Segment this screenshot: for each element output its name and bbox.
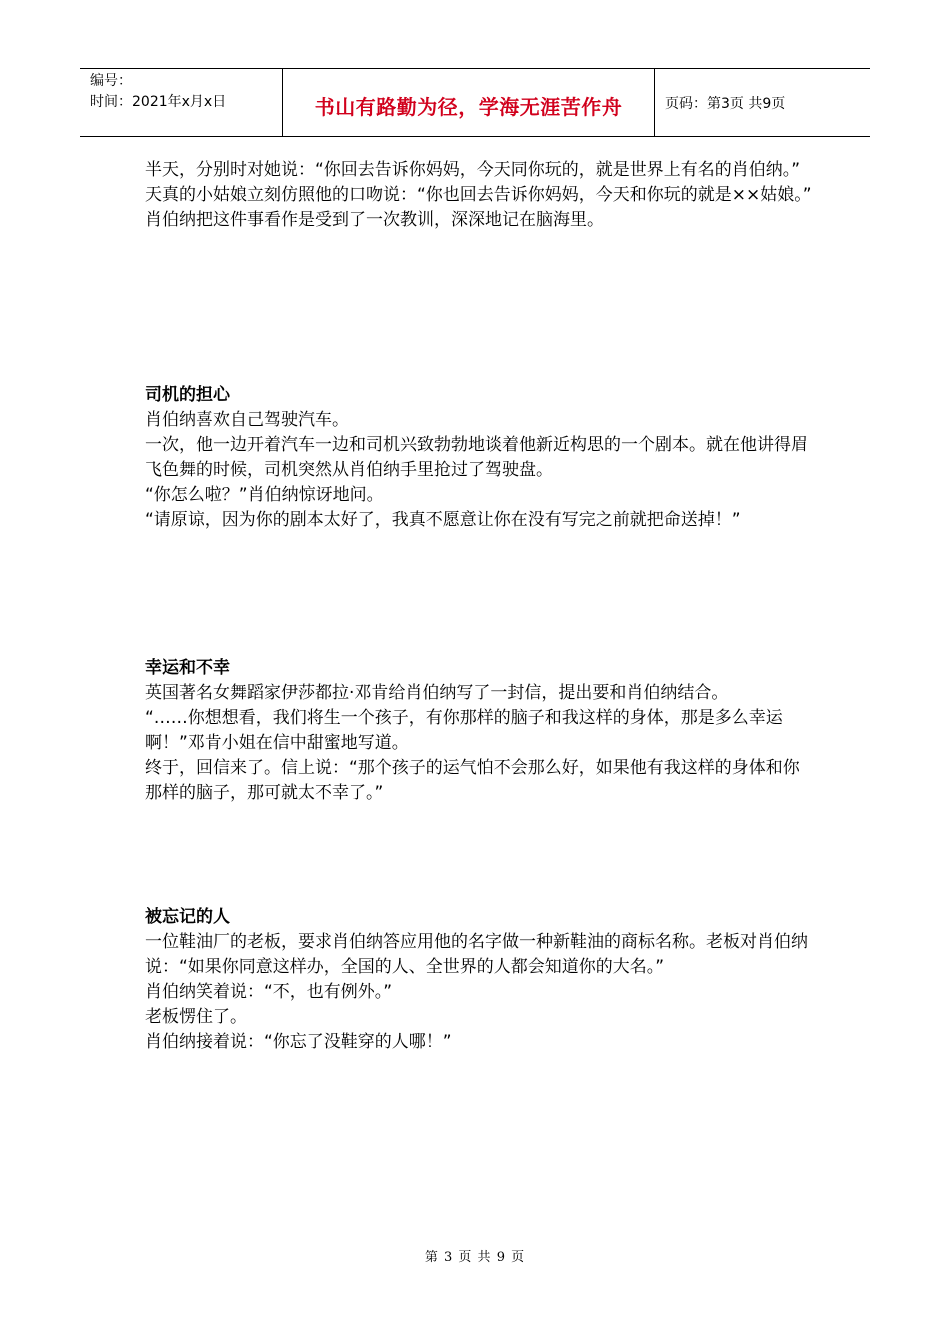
paragraph: 一次，他一边开着汽车一边和司机兴致勃勃地谈着他新近构思的一个剧本。就在他讲得眉飞色舞的时候，司机突然从肖伯纳手里抢过了驾驶盘。 <box>145 435 808 480</box>
document-header <box>80 68 870 137</box>
paragraph: 终于，回信来了。信上说：“那个孩子的运气怕不会那么好，如果他有我这样的身体和你那样的脑子，那可就太不幸了。” <box>145 758 800 803</box>
section-forgotten-people <box>145 905 815 1055</box>
paragraph: “请原谅，因为你的剧本太好了，我真不愿意让你在没有写完之前就把命送掉！” <box>145 510 741 530</box>
paragraph: 肖伯纳喜欢自己驾驶汽车。 <box>145 410 349 430</box>
paragraph: 肖伯纳把这件事看作是受到了一次教训，深深地记在脑海里。 <box>145 210 604 230</box>
paragraph: 一位鞋油厂的老板，要求肖伯纳答应用他的名字做一种新鞋油的商标名称。老板对肖伯纳说：“如果你同意这样办，全国的人、全世界的人都会知道你的大名。” <box>145 932 808 977</box>
paragraph: 老板愣住了。 <box>145 1007 247 1027</box>
section-title: 被忘记的人 <box>145 907 230 927</box>
paragraph: 天真的小姑娘立刻仿照他的口吻说：“你也回去告诉你妈妈，今天和你玩的就是××姑娘。” <box>145 185 812 205</box>
time-label: 时间：2021年x月x日 <box>90 94 227 110</box>
paragraph: 肖伯纳接着说：“你忘了没鞋穿的人哪！” <box>145 1032 452 1052</box>
section-luck-misfortune <box>145 656 815 806</box>
section-title: 幸运和不幸 <box>145 658 230 678</box>
header-motto-cell <box>282 69 655 136</box>
paragraph: 英国著名女舞蹈家伊莎都拉·邓肯给肖伯纳写了一封信，提出要和肖伯纳结合。 <box>145 683 729 703</box>
page-footer: 第 3 页 共 9 页 <box>424 1250 526 1265</box>
section-driver-worry <box>145 383 815 533</box>
header-meta <box>80 69 282 136</box>
paragraph: 半天，分别时对她说：“你回去告诉你妈妈，今天同你玩的，就是世界上有名的肖伯纳。” <box>145 160 801 180</box>
paragraph: “……你想想看，我们将生一个孩子，有你那样的脑子和我这样的身体，那是多么幸运啊！”邓肯小姐在信中甜蜜地写道。 <box>145 708 783 753</box>
page-info: 页码：第3页 共9页 <box>665 95 786 112</box>
number-label: 编号： <box>90 73 132 89</box>
paragraph: “你怎么啦？”肖伯纳惊讶地问。 <box>145 485 384 505</box>
section-title: 司机的担心 <box>145 385 230 405</box>
intro-paragraphs <box>145 158 815 233</box>
motto: 书山有路勤为径，学海无涯苦作舟 <box>314 95 623 119</box>
header-page-info-cell <box>655 69 870 136</box>
paragraph: 肖伯纳笑着说：“不，也有例外。” <box>145 982 393 1002</box>
